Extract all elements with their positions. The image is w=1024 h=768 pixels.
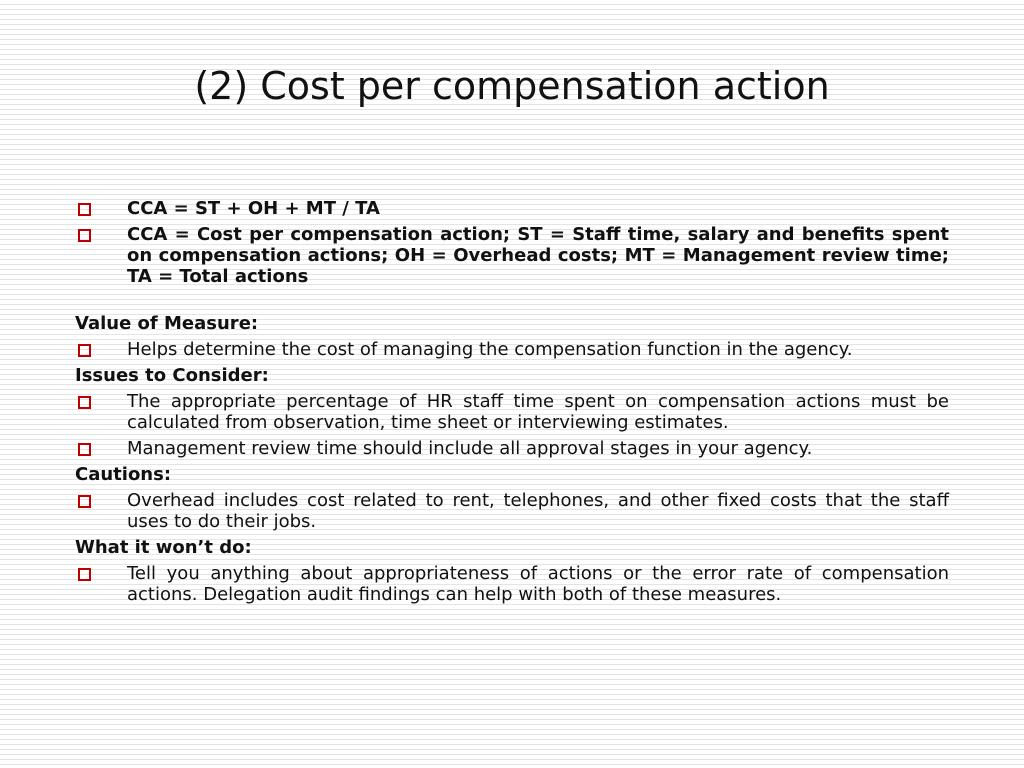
- hollow-square-bullet-icon: [78, 344, 91, 357]
- bullet-item: [75, 563, 949, 605]
- hollow-square-bullet-icon: [78, 443, 91, 456]
- section-heading: Cautions:: [75, 464, 172, 485]
- spacer: [75, 292, 949, 313]
- slide-title: (2) Cost per compensation action: [194, 64, 830, 108]
- hollow-square-bullet-icon: [78, 229, 91, 242]
- bullet-item: [75, 391, 949, 433]
- formula-definitions-text: CCA = Cost per compensation action; ST = Staff time, salary and benefits spent on compensation actions; OH = Overhead costs; MT = Management review time; TA = Total actions: [127, 224, 949, 287]
- bullet-text: Overhead includes cost related to rent, telephones, and other fixed costs that the staff uses to do their jobs.: [127, 490, 949, 532]
- bullet-text: The appropriate percentage of HR staff time spent on compensation actions must be calculated from observation, time sheet or interviewing estimates.: [127, 391, 949, 433]
- formula-text: CCA = ST + OH + MT / TA: [127, 198, 380, 219]
- bullet-item: [75, 438, 949, 459]
- bullet-item: [75, 224, 949, 287]
- slide-content: [75, 198, 949, 610]
- bullet-text: Management review time should include all approval stages in your agency.: [127, 438, 813, 459]
- issues-section: [75, 365, 949, 459]
- formula-section: [75, 198, 949, 287]
- bullet-text: Tell you anything about appropriateness of actions or the error rate of compensation actions. Delegation audit findings can help with both of these measures.: [127, 563, 949, 605]
- hollow-square-bullet-icon: [78, 495, 91, 508]
- hollow-square-bullet-icon: [78, 203, 91, 216]
- wont-do-section: [75, 537, 949, 605]
- section-heading: Value of Measure:: [75, 313, 259, 334]
- section-heading: Issues to Consider:: [75, 365, 269, 386]
- hollow-square-bullet-icon: [78, 568, 91, 581]
- bullet-item: [75, 339, 949, 360]
- bullet-text: Helps determine the cost of managing the compensation function in the agency.: [127, 339, 853, 360]
- section-heading: What it won’t do:: [75, 537, 252, 558]
- cautions-section: [75, 464, 949, 532]
- bullet-item: [75, 490, 949, 532]
- value-section: [75, 313, 949, 360]
- hollow-square-bullet-icon: [78, 396, 91, 409]
- bullet-item: [75, 198, 949, 219]
